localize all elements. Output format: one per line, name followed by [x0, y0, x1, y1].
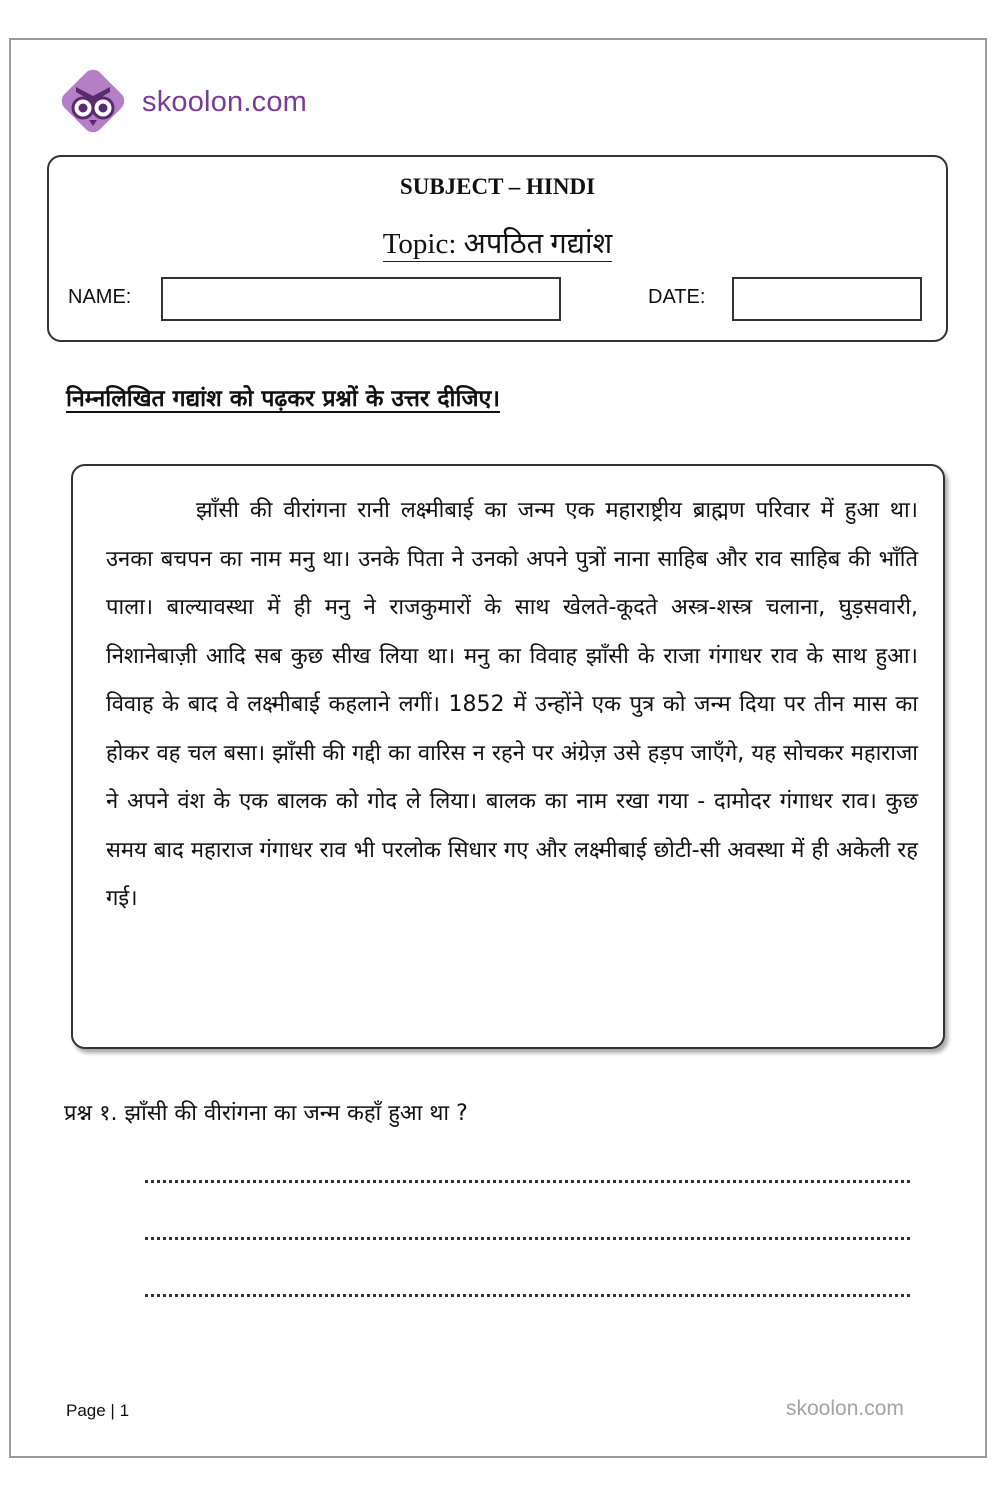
answer-line[interactable] — [145, 1294, 910, 1297]
owl-logo-icon — [52, 62, 134, 142]
name-label: NAME: — [68, 286, 132, 308]
brand-name: skoolon.com — [142, 86, 307, 118]
answer-line[interactable] — [145, 1237, 910, 1240]
passage-text: झाँसी की वीरांगना रानी लक्ष्मीबाई का जन्म एक महाराष्ट्रीय ब्राह्मण परिवार में हुआ था। उनका बचपन का नाम मनु था। उनके पिता ने उनको अपने पुत्रों नाना साहिब और राव साहिब की भाँति पाला। बाल्यावस्था में ही मनु ने राजकुमारों के साथ खेलते-कूदते अस्त्र-शस्त्र चलाना, घुड़सवारी, निशानेबाज़ी आदि सब कुछ सीख लिया था। मनु का विवाह झाँसी के राजा गंगाधर राव के साथ हुआ। विवाह के बाद वे लक्ष्मीबाई कहलाने लगीं। 1852 में उन्होंने एक पुत्र को जन्म दिया पर तीन मास का होकर वह चल बसा। झाँसी की गद्दी का वारिस न रहने पर अंग्रेज़ उसे हड़प जाएँगे, यह सोचकर महाराजा ने अपने वंश के एक बालक को गोद ले लिया। बालक का नाम रखा गया - दामोदर गंगाधर राव। कुछ समय बाद महाराज गंगाधर राव भी परलोक सिधार गए और लक्ष्मीबाई छोटी-सी अवस्था में ही अकेली रह गई। — [106, 498, 918, 911]
passage-box — [71, 464, 945, 1049]
page-number: Page | 1 — [66, 1401, 130, 1420]
question-1: प्रश्न १. झाँसी की वीरांगना का जन्म कहाँ हुआ था ? — [64, 1101, 468, 1126]
answer-line[interactable] — [145, 1180, 910, 1183]
skoolon-logo — [52, 62, 134, 142]
topic-text: Topic: अपठित गद्यांश — [382, 228, 613, 260]
instruction-heading: निम्नलिखित गद्यांश को पढ़कर प्रश्नों के उत्तर दीजिए। — [66, 386, 500, 412]
topic-title — [49, 223, 946, 262]
date-field[interactable] — [732, 277, 922, 321]
date-label: DATE: — [648, 286, 706, 308]
worksheet-header — [47, 155, 948, 342]
subject-title: SUBJECT – HINDI — [399, 174, 596, 199]
footer-site: skoolon.com — [786, 1397, 904, 1420]
name-field[interactable] — [161, 277, 561, 321]
